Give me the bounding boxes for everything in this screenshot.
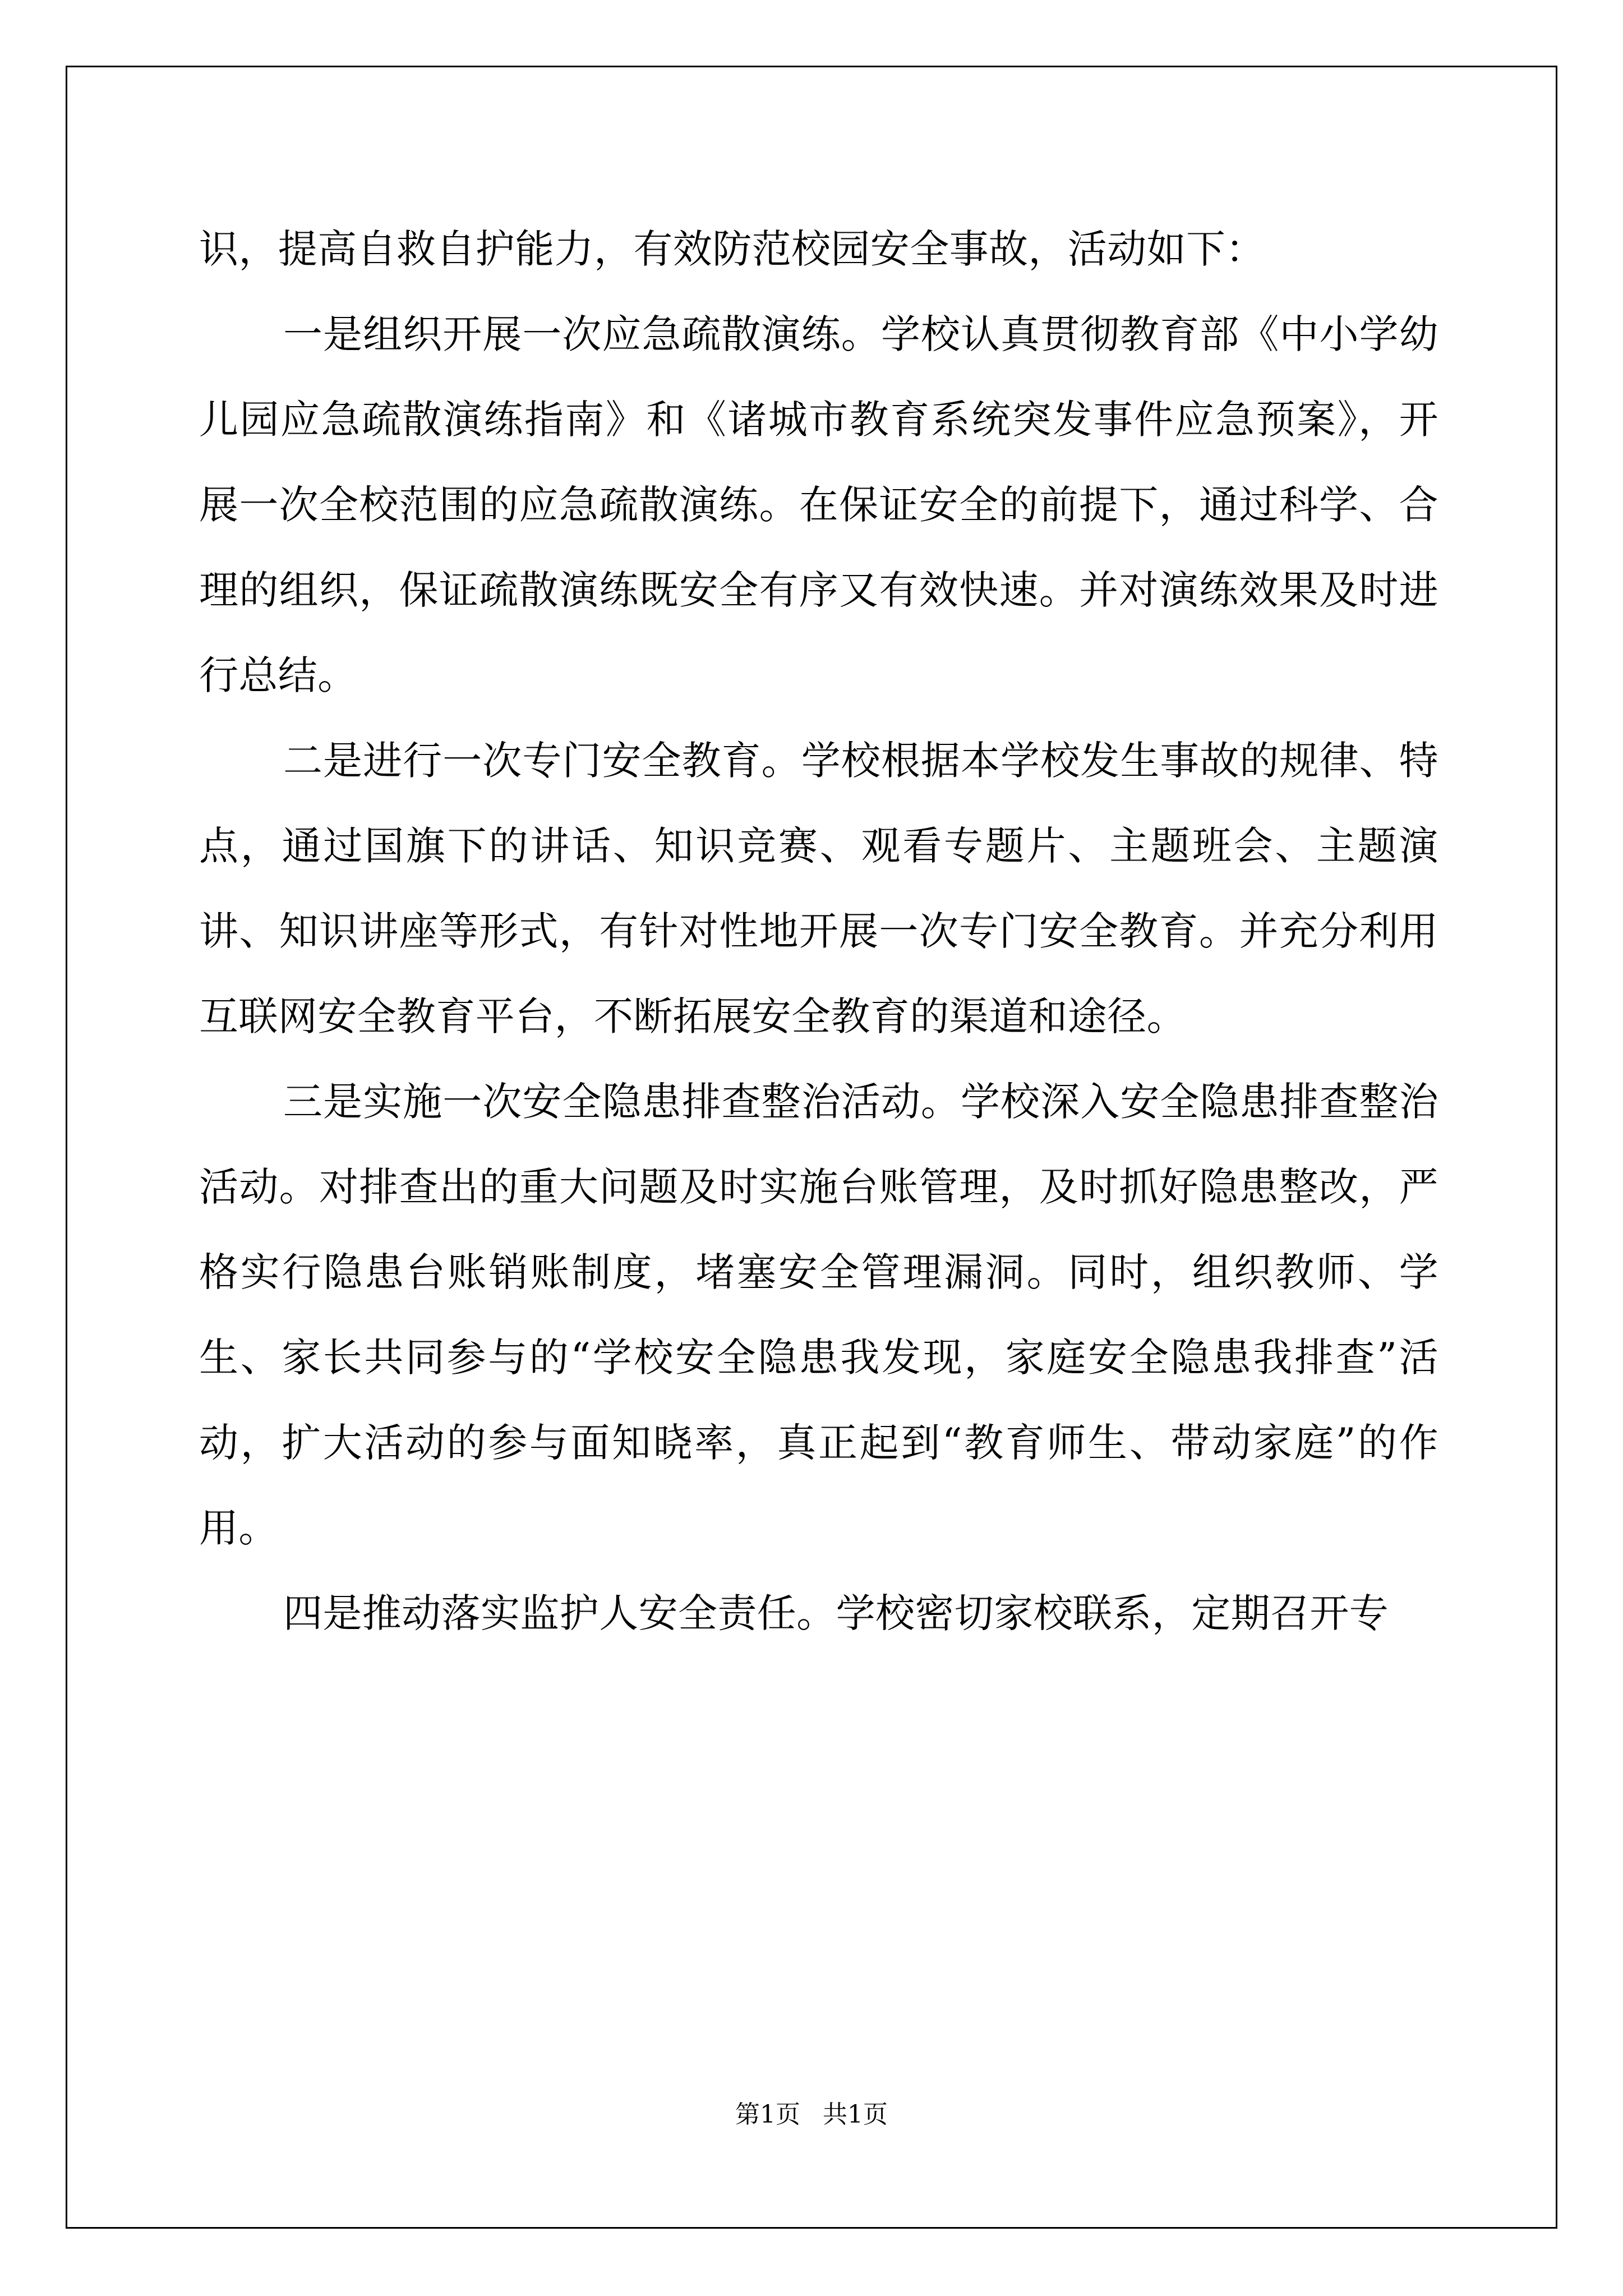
- page-number-current: 第1页: [735, 2100, 800, 2129]
- page-footer: [0, 2098, 1623, 2132]
- paragraph-guardian-responsibility: 四是推动落实监护人安全责任。学校密切家校联系，定期召开专: [283, 1590, 1389, 1636]
- page-number-total: 共1页: [823, 2100, 888, 2129]
- paragraph-hazard-inspection: 三是实施一次安全隐患排查整治活动。学校深入安全隐患排查整治活动。对排查出的重大问题及时实施台账管理，及时抓好隐患整改，严格实行隐患台账销账制度，堵塞安全管理漏洞。同时，组织教师、学生、家长共同参与的“学校安全隐患我发现，家庭安全隐患我排查”活动，扩大活动的参与面知晓率，真正起到“教育师生、带动家庭”的作用。: [199, 1079, 1438, 1551]
- paragraph-continued: 识，提高自救自护能力，有效防范校园安全事故，活动如下：: [199, 226, 1265, 272]
- paragraph-safety-education: 二是进行一次专门安全教育。学校根据本学校发生事故的规律、特点，通过国旗下的讲话、知识竞赛、观看专题片、主题班会、主题演讲、知识讲座等形式，有针对性地开展一次专门安全教育。并充分利用互联网安全教育平台，不断拓展安全教育的渠道和途径。: [199, 738, 1438, 1039]
- paragraph-evacuation-drill: 一是组织开展一次应急疏散演练。学校认真贯彻教育部《中小学幼儿园应急疏散演练指南》和《诸城市教育系统突发事件应急预案》，开展一次全校范围的应急疏散演练。在保证安全的前提下，通过科学、合理的组织，保证疏散演练既安全有序又有效快速。并对演练效果及时进行总结。: [199, 311, 1438, 698]
- document-body: [199, 206, 1438, 1656]
